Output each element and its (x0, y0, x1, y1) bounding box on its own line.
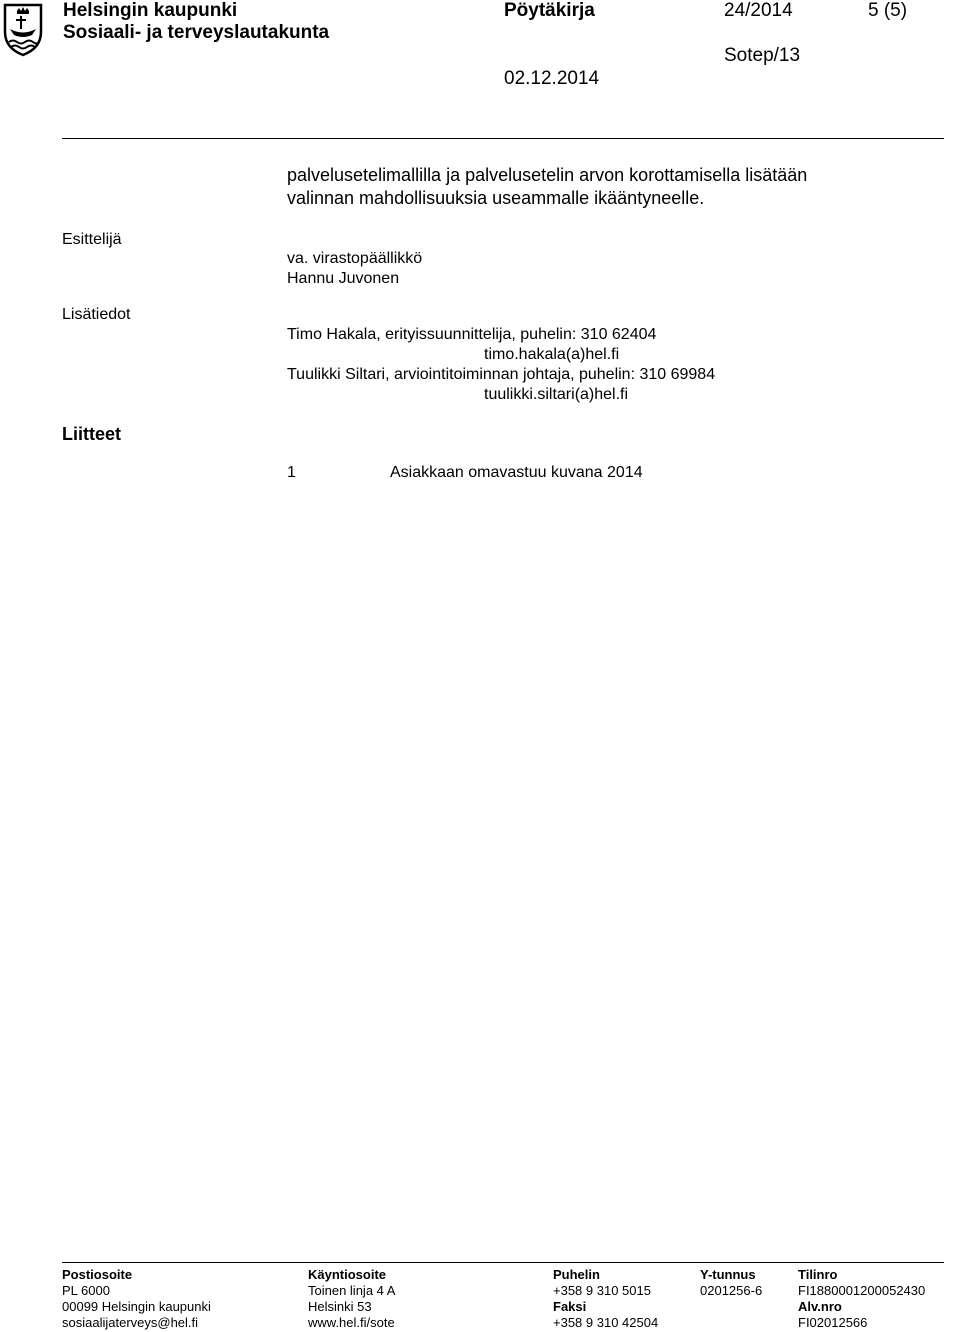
presenter-title: va. virastopäällikkö (287, 250, 423, 267)
footer-divider (62, 1262, 944, 1263)
contact-line: Timo Hakala, erityissuunnittelija, puhelin: 310 62404 (287, 326, 657, 343)
business-id: 0201256-6 (700, 1283, 763, 1298)
phone-number: +358 9 310 5015 (553, 1283, 651, 1298)
header-divider (62, 138, 944, 139)
paragraph-line: palvelusetelimallilla ja palvelusetelin arvon korottamisella lisätään (287, 165, 808, 185)
visiting-line: Toinen linja 4 A (308, 1283, 396, 1298)
page-number: 5 (5) (868, 0, 908, 21)
helsinki-crest-logo (2, 2, 44, 58)
postal-email: sosiaalijaterveys@hel.fi (62, 1315, 199, 1330)
meeting-date: 02.12.2014 (504, 68, 600, 89)
contact-line: Tuulikki Siltari, arviointitoiminnan johtaja, puhelin: 310 69984 (287, 366, 716, 383)
postal-heading: Postiosoite (62, 1267, 133, 1282)
board-name: Sosiaali- ja terveyslautakunta (63, 22, 330, 43)
info-label: Lisätiedot (62, 306, 131, 323)
account-number: FI1880001200052430 (798, 1283, 926, 1298)
vat-number: FI02012566 (798, 1315, 868, 1330)
paragraph-line: valinnan mahdollisuuksia useammalle ikääntyneelle. (287, 188, 705, 208)
fax-number: +358 9 310 42504 (553, 1315, 659, 1330)
website: www.hel.fi/sote (308, 1315, 395, 1330)
section-number: Sotep/13 (724, 45, 801, 66)
attachment-number: 1 (287, 464, 296, 481)
vat-heading: Alv.nro (798, 1299, 842, 1314)
postal-line: PL 6000 (62, 1283, 110, 1298)
city-name: Helsingin kaupunki (63, 0, 238, 21)
document-number: 24/2014 (724, 0, 793, 21)
contact-email: timo.hakala(a)hel.fi (484, 346, 620, 363)
phone-heading: Puhelin (553, 1267, 600, 1282)
presenter-name: Hannu Juvonen (287, 270, 400, 287)
attachment-title: Asiakkaan omavastuu kuvana 2014 (390, 464, 643, 481)
attachments-label: Liitteet (62, 424, 122, 444)
document-type: Pöytäkirja (504, 0, 595, 21)
presenter-label: Esittelijä (62, 231, 122, 248)
visiting-line: Helsinki 53 (308, 1299, 372, 1314)
visiting-heading: Käyntiosoite (308, 1267, 387, 1282)
fax-heading: Faksi (553, 1299, 587, 1314)
business-id-heading: Y-tunnus (700, 1267, 756, 1282)
contact-email: tuulikki.siltari(a)hel.fi (484, 386, 629, 403)
postal-line: 00099 Helsingin kaupunki (62, 1299, 211, 1314)
account-heading: Tilinro (798, 1267, 838, 1282)
